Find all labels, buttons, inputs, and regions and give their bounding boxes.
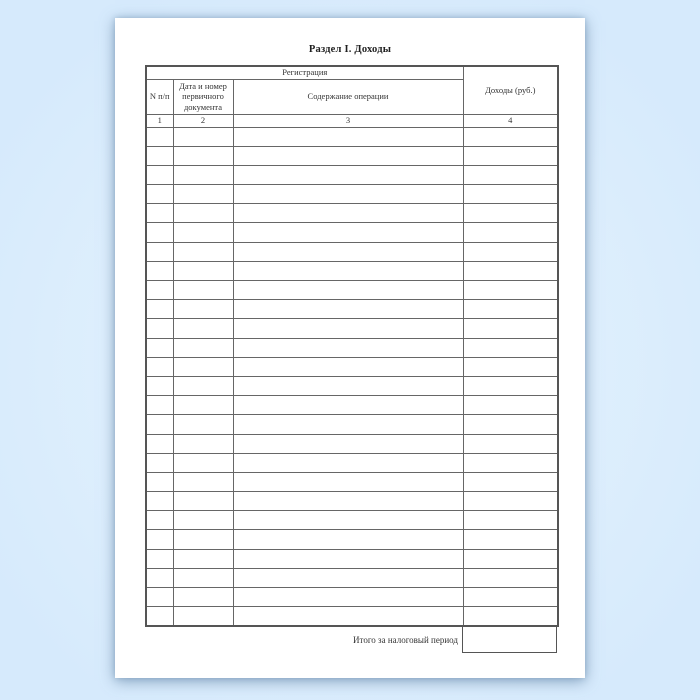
column-number-2: 2 bbox=[173, 114, 233, 127]
empty-cell bbox=[173, 242, 233, 261]
column-header-income: Доходы (руб.) bbox=[463, 66, 558, 114]
empty-cell bbox=[463, 568, 558, 587]
empty-cell bbox=[173, 568, 233, 587]
table-row bbox=[146, 607, 558, 626]
empty-cell bbox=[463, 530, 558, 549]
empty-cell bbox=[463, 204, 558, 223]
empty-cell bbox=[233, 281, 463, 300]
empty-cell bbox=[233, 300, 463, 319]
empty-cell bbox=[173, 338, 233, 357]
table-row bbox=[146, 492, 558, 511]
empty-cell bbox=[146, 165, 173, 184]
empty-cell bbox=[146, 453, 173, 472]
empty-cell bbox=[146, 223, 173, 242]
empty-cell bbox=[146, 492, 173, 511]
empty-cell bbox=[173, 223, 233, 242]
empty-cell bbox=[146, 530, 173, 549]
empty-cell bbox=[233, 242, 463, 261]
table-row bbox=[146, 261, 558, 280]
empty-cell bbox=[463, 492, 558, 511]
table-row bbox=[146, 453, 558, 472]
table-row bbox=[146, 530, 558, 549]
empty-cell bbox=[463, 338, 558, 357]
empty-cell bbox=[173, 146, 233, 165]
empty-cell bbox=[173, 319, 233, 338]
empty-cell bbox=[173, 204, 233, 223]
empty-cell bbox=[463, 223, 558, 242]
empty-cell bbox=[463, 357, 558, 376]
empty-cell bbox=[463, 261, 558, 280]
empty-cell bbox=[173, 607, 233, 626]
empty-cell bbox=[146, 549, 173, 568]
column-number-4: 4 bbox=[463, 114, 558, 127]
table-row bbox=[146, 300, 558, 319]
empty-cell bbox=[173, 453, 233, 472]
table-row bbox=[146, 376, 558, 395]
empty-cell bbox=[233, 127, 463, 146]
empty-cell bbox=[233, 530, 463, 549]
empty-cell bbox=[146, 434, 173, 453]
empty-cell bbox=[233, 415, 463, 434]
empty-cell bbox=[173, 549, 233, 568]
empty-cell bbox=[233, 492, 463, 511]
empty-cell bbox=[463, 472, 558, 491]
empty-cell bbox=[146, 204, 173, 223]
empty-cell bbox=[463, 242, 558, 261]
income-table-rows bbox=[146, 66, 558, 626]
empty-cell bbox=[173, 511, 233, 530]
empty-cell bbox=[233, 549, 463, 568]
empty-cell bbox=[233, 185, 463, 204]
table-row bbox=[146, 415, 558, 434]
table-row bbox=[146, 185, 558, 204]
table-row bbox=[146, 396, 558, 415]
empty-cell bbox=[233, 607, 463, 626]
empty-cell bbox=[146, 319, 173, 338]
total-label: Итого за налоговый период bbox=[353, 634, 458, 645]
empty-cell bbox=[173, 357, 233, 376]
table-row bbox=[146, 568, 558, 587]
column-header-document: Дата и номер первичного документа bbox=[173, 79, 233, 114]
empty-cell bbox=[173, 415, 233, 434]
empty-cell bbox=[233, 453, 463, 472]
empty-cell bbox=[463, 396, 558, 415]
section-title: Раздел I. Доходы bbox=[308, 44, 392, 55]
empty-cell bbox=[233, 376, 463, 395]
table-row bbox=[146, 338, 558, 357]
table-row bbox=[146, 319, 558, 338]
empty-cell bbox=[146, 357, 173, 376]
table-row bbox=[146, 165, 558, 184]
empty-cell bbox=[463, 434, 558, 453]
income-table bbox=[145, 65, 559, 627]
empty-cell bbox=[146, 588, 173, 607]
income-table-area bbox=[145, 65, 557, 653]
empty-cell bbox=[146, 568, 173, 587]
empty-cell bbox=[463, 165, 558, 184]
empty-cell bbox=[233, 146, 463, 165]
empty-cell bbox=[233, 204, 463, 223]
table-row bbox=[146, 588, 558, 607]
column-number-3: 3 bbox=[233, 114, 463, 127]
empty-cell bbox=[146, 376, 173, 395]
registration-header-row bbox=[146, 66, 558, 79]
total-value-box bbox=[462, 627, 557, 653]
table-row bbox=[146, 511, 558, 530]
column-header-row-number: N п/п bbox=[146, 79, 173, 114]
total-line bbox=[145, 627, 557, 653]
empty-cell bbox=[463, 146, 558, 165]
empty-cell bbox=[463, 453, 558, 472]
empty-cell bbox=[173, 472, 233, 491]
table-row bbox=[146, 549, 558, 568]
empty-cell bbox=[146, 511, 173, 530]
empty-cell bbox=[463, 588, 558, 607]
empty-cell bbox=[146, 472, 173, 491]
empty-cell bbox=[233, 223, 463, 242]
empty-cell bbox=[463, 415, 558, 434]
empty-cell bbox=[146, 300, 173, 319]
document-page bbox=[115, 18, 585, 678]
column-number-1: 1 bbox=[146, 114, 173, 127]
empty-cell bbox=[173, 300, 233, 319]
empty-cell bbox=[463, 607, 558, 626]
empty-cell bbox=[463, 127, 558, 146]
empty-cell bbox=[463, 319, 558, 338]
empty-cell bbox=[233, 588, 463, 607]
empty-cell bbox=[173, 434, 233, 453]
empty-cell bbox=[146, 127, 173, 146]
empty-cell bbox=[463, 511, 558, 530]
empty-cell bbox=[233, 261, 463, 280]
empty-cell bbox=[146, 185, 173, 204]
empty-cell bbox=[146, 242, 173, 261]
table-row bbox=[146, 434, 558, 453]
empty-cell bbox=[233, 165, 463, 184]
empty-cell bbox=[463, 281, 558, 300]
empty-cell bbox=[463, 549, 558, 568]
registration-header-cell: Регистрация bbox=[146, 66, 463, 79]
empty-cell bbox=[173, 261, 233, 280]
table-row bbox=[146, 223, 558, 242]
empty-cell bbox=[233, 472, 463, 491]
empty-cell bbox=[146, 607, 173, 626]
empty-cell bbox=[173, 588, 233, 607]
empty-cell bbox=[173, 492, 233, 511]
empty-cell bbox=[146, 261, 173, 280]
empty-cell bbox=[233, 568, 463, 587]
table-row bbox=[146, 281, 558, 300]
empty-cell bbox=[146, 396, 173, 415]
empty-cell bbox=[233, 357, 463, 376]
table-row bbox=[146, 357, 558, 376]
empty-cell bbox=[233, 338, 463, 357]
empty-cell bbox=[173, 185, 233, 204]
empty-cell bbox=[173, 281, 233, 300]
column-header-operation: Содержание операции bbox=[233, 79, 463, 114]
empty-cell bbox=[173, 376, 233, 395]
empty-cell bbox=[173, 530, 233, 549]
empty-cell bbox=[463, 185, 558, 204]
table-row bbox=[146, 242, 558, 261]
table-row bbox=[146, 472, 558, 491]
empty-cell bbox=[463, 376, 558, 395]
empty-cell bbox=[233, 396, 463, 415]
empty-cell bbox=[233, 511, 463, 530]
empty-cell bbox=[146, 281, 173, 300]
empty-cell bbox=[233, 434, 463, 453]
column-numbers-row bbox=[146, 114, 558, 127]
empty-cell bbox=[146, 146, 173, 165]
empty-cell bbox=[173, 127, 233, 146]
empty-cell bbox=[233, 319, 463, 338]
empty-cell bbox=[146, 338, 173, 357]
table-row bbox=[146, 204, 558, 223]
empty-cell bbox=[173, 165, 233, 184]
empty-cell bbox=[463, 300, 558, 319]
table-row bbox=[146, 127, 558, 146]
table-row bbox=[146, 146, 558, 165]
empty-cell bbox=[146, 415, 173, 434]
empty-cell bbox=[173, 396, 233, 415]
